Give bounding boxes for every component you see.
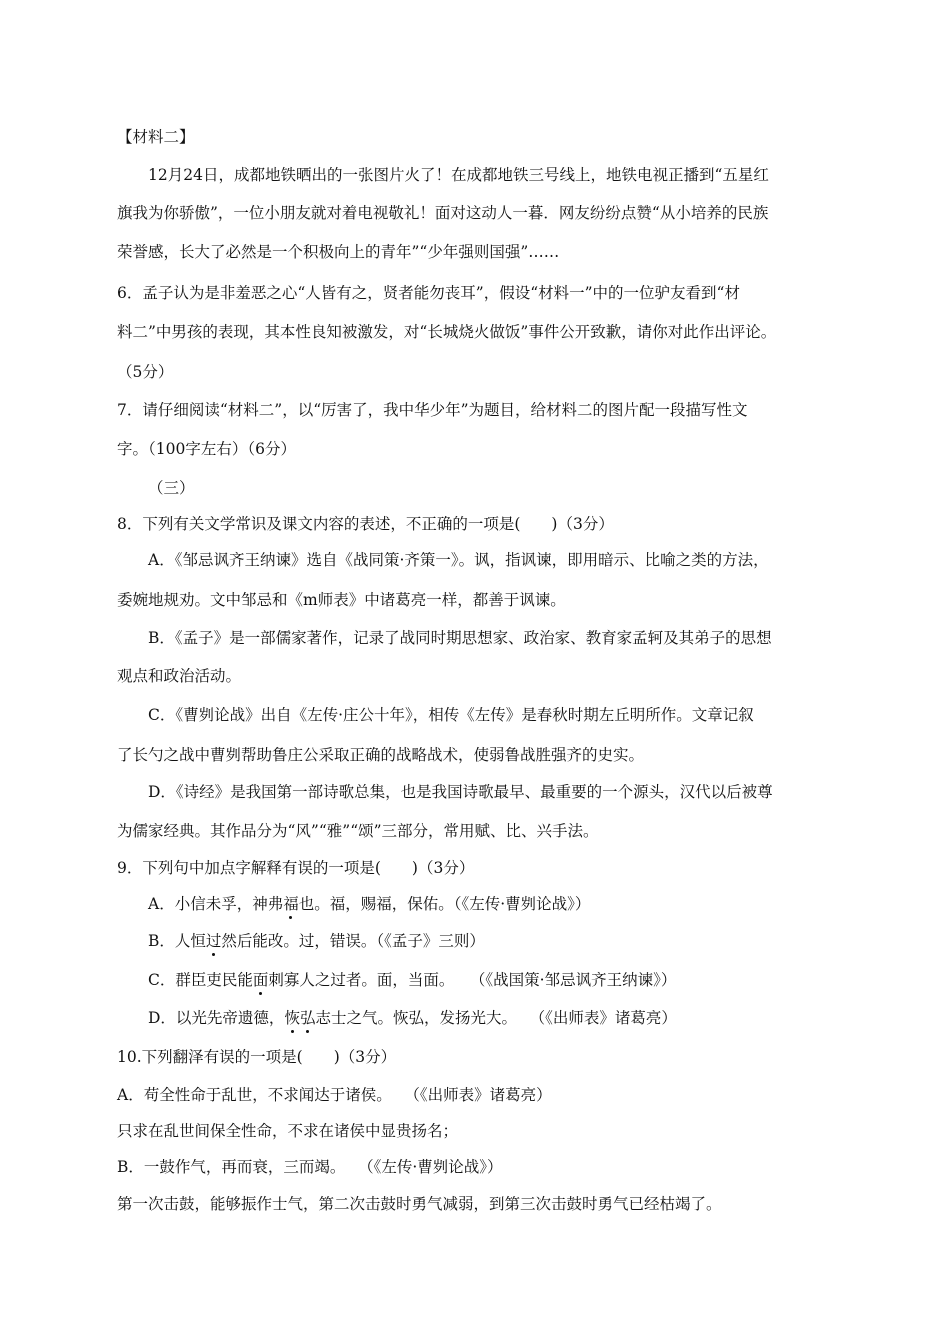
q7-line-2: 字。（100字左右）（6分） <box>117 440 296 458</box>
q6-line-1: 6．孟子认为是非羞恶之心“人皆有之，贤者能勿丧耳”，假设“材料一”中的一位驴友看到“材 <box>117 284 740 302</box>
q8-option-b-line-2: 观点和政治活动。 <box>117 667 242 685</box>
q6-score: （5分） <box>117 363 174 381</box>
dotted-character: 福 <box>283 895 299 913</box>
q10-option-a: A．苟全性命于乱世，不求闻达于诸侯。 （《出师表》诸葛亮） <box>117 1086 552 1104</box>
q9-b-suffix: 然后能改。过，错误。（《孟子》三则） <box>221 932 485 950</box>
material2-line-1: 12月24日，成都地铁晒出的一张图片火了！在成都地铁三号线上，地铁电视正播到“五星红 <box>148 166 769 184</box>
q9-stem: 9．下列句中加点字解释有误的一项是( )（3分） <box>117 859 475 877</box>
q7-line-1: 7．请仔细阅读“材料二”，以“厉害了，我中华少年”为题目，给材料二的图片配一段描写性文 <box>117 401 748 419</box>
q8-option-d-line-1: D．《诗经》是我国第一部诗歌总集，也是我国诗歌最早、最重要的一个源头，汉代以后被尊 <box>148 783 773 801</box>
q10-option-b: B．一鼓作气，再而衰，三而竭。 （《左传·曹刿论战》） <box>117 1158 503 1176</box>
q9-d-suffix: 志士之气。恢弘，发扬光大。 （《出师表》诸葛亮） <box>315 1009 677 1027</box>
q10-option-a-translation: 只求在乱世间保全性命，不求在诸侯中显贵扬名； <box>117 1122 459 1140</box>
q9-option-d <box>148 1008 677 1028</box>
q9-a-prefix: A．小信未孚，神弗 <box>148 895 284 913</box>
dotted-character: 恢 <box>284 1009 300 1027</box>
material2-line-3: 荣誉感，长大了必然是一个积极向上的青年”“少年强则国强”…… <box>117 243 560 261</box>
q8-option-d-line-2: 为儒家经典。其作品分为“风”“雅”“颂”三部分，常用赋、比、兴手法。 <box>117 822 599 840</box>
q8-option-c-line-1: C．《曹刿论战》出自《左传·庄公十年》，相传《左传》是春秋时期左丘明所作。文章记叙 <box>148 706 754 724</box>
q6-line-2: 料二”中男孩的表现，其本性良知被激发，对“长城烧火做饭”事件公开致歉，请你对此作出评论。 <box>117 323 777 341</box>
q8-stem: 8．下列有关文学常识及课文内容的表述，不正确的一项是( )（3分） <box>117 515 614 533</box>
q8-option-a-line-1: A．《邹忌讽齐王纳谏》选自《战同策·齐策一》。讽，指讽谏，即用暗示、比喻之类的方法， <box>148 551 769 569</box>
q9-option-b <box>148 931 485 951</box>
q9-option-c <box>148 970 676 990</box>
q8-option-a-line-2: 委婉地规劝。文中邹忌和《m师表》中诸葛亮一样，都善于讽谏。 <box>117 591 566 609</box>
material2-line-2: 旗我为你骄傲”，一位小朋友就对着电视敬礼！面对这动人一暮．网友纷纷点赞“从小培养的民族 <box>117 204 769 222</box>
q10-option-b-translation: 第一次击鼓，能够振作士气，第二次击鼓时勇气减弱，到第三次击鼓时勇气已经枯竭了。 <box>117 1195 722 1213</box>
dotted-character: 面 <box>252 971 269 989</box>
q9-b-prefix: B．人恒 <box>148 932 206 950</box>
q9-option-a <box>148 894 590 914</box>
q9-a-suffix: 也。福，赐福，保佑。（《左传·曹刿论战》） <box>298 895 591 913</box>
part-three-heading: （三） <box>148 479 195 497</box>
q9-d-prefix: D．以光先帝遗德， <box>148 1009 285 1027</box>
q9-c-prefix: C．群臣吏民能 <box>148 971 253 989</box>
q9-c-suffix: 刺寡人之过者。面，当面。 （《战国策·邹忌讽齐王纳谏》） <box>268 971 677 989</box>
section-heading-material2: 【材料二】 <box>117 128 195 146</box>
q8-option-b-line-1: B．《孟子》是一部儒家著作，记录了战同时期思想家、政治家、教育家孟轲及其弟子的思想 <box>148 629 772 647</box>
dotted-character: 过 <box>205 932 222 950</box>
dotted-character: 弘 <box>299 1009 316 1027</box>
q10-stem: 10.下列翻泽有误的一项是( )（3分） <box>117 1048 397 1066</box>
q8-option-c-line-2: 了长勺之战中曹刿帮助鲁庄公采取正确的战略战术，使弱鲁战胜强齐的史实。 <box>117 746 645 764</box>
